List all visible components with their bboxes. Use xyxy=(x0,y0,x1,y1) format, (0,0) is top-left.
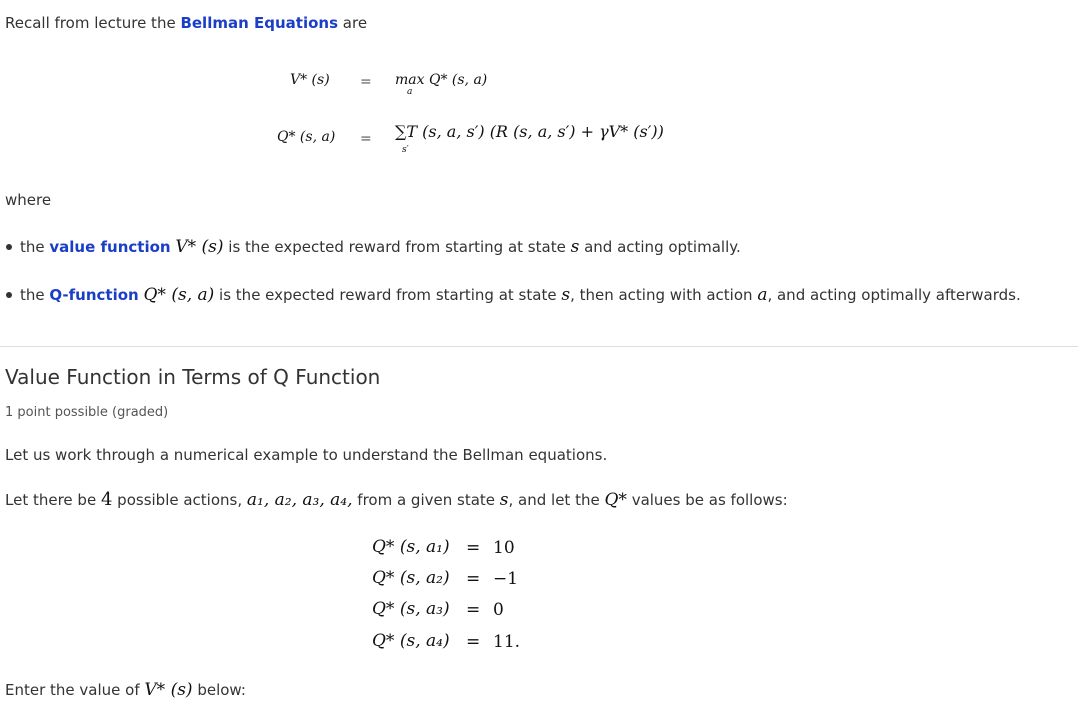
eq1-equals: = xyxy=(360,74,372,90)
para2-text: , and let the xyxy=(508,491,605,509)
q-value-rhs: 11. xyxy=(493,632,521,652)
bullet-q-function xyxy=(20,285,1021,305)
bullet-text: the xyxy=(20,238,50,256)
bullet-dot xyxy=(6,292,12,298)
para2-actions: a₁, a₂, a₃, a₄, xyxy=(246,490,353,510)
intro-line xyxy=(5,14,367,32)
intro-text: Recall from lecture the xyxy=(5,14,181,32)
intro-text-end: are xyxy=(338,14,368,32)
bullet-text: the xyxy=(20,286,50,304)
problem-title: Value Function in Terms of Q Function xyxy=(5,365,381,389)
eq2-equals: = xyxy=(360,131,372,147)
para2-text: possible actions, xyxy=(112,491,247,509)
bullet-var: a xyxy=(757,285,768,305)
q-value-rhs: 10 xyxy=(493,538,515,558)
q-value-lhs: Q* (s, a₄) xyxy=(372,631,450,651)
para2-text: Let there be xyxy=(5,491,101,509)
para2-num: 4 xyxy=(100,489,113,510)
para2-q: Q* xyxy=(604,490,627,510)
bullet-dot xyxy=(6,244,12,250)
bullet-math: Q* (s, a) xyxy=(143,285,215,305)
answer-prompt xyxy=(5,680,246,700)
q-value-lhs: Q* (s, a₁) xyxy=(372,537,450,557)
q-value-lhs: Q* (s, a₂) xyxy=(372,568,450,588)
para2-var: s xyxy=(499,490,509,510)
section-divider xyxy=(0,346,1078,347)
q-value-rhs: 0 xyxy=(493,600,504,620)
eq1-rhs: max Q* (s, a) xyxy=(395,72,488,88)
problem-para2 xyxy=(5,489,788,510)
value-function-link[interactable]: value function xyxy=(49,238,171,256)
bullet-text: , and acting optimally afterwards. xyxy=(767,286,1021,304)
bullet-math: V* (s) xyxy=(175,237,224,257)
eq2-lhs: Q* (s, a) xyxy=(277,129,336,145)
q-value-equals: = xyxy=(466,632,481,652)
bellman-equations-link[interactable]: Bellman Equations xyxy=(180,14,339,32)
prompt-math: V* (s) xyxy=(144,680,193,700)
eq2-rhs: ∑T (s, a, s′) (R (s, a, s′) + γV* (s′)) xyxy=(395,122,664,141)
q-value-equals: = xyxy=(466,538,481,558)
q-value-lhs: Q* (s, a₃) xyxy=(372,599,450,619)
bullet-text: is the expected reward from starting at state xyxy=(214,286,562,304)
prompt-text: Enter the value of xyxy=(5,681,145,699)
q-function-link[interactable]: Q-function xyxy=(49,286,139,304)
bullet-value-function xyxy=(20,237,741,257)
q-value-rhs: −1 xyxy=(493,569,519,589)
problem-points: 1 point possible (graded) xyxy=(5,405,169,420)
where-label: where xyxy=(5,191,52,209)
eq1-lhs: V* (s) xyxy=(290,72,330,88)
q-value-equals: = xyxy=(466,600,481,620)
bullet-var: s xyxy=(561,285,571,305)
prompt-text: below: xyxy=(192,681,246,699)
bullet-text: is the expected reward from starting at state xyxy=(223,238,571,256)
bullet-var: s xyxy=(570,237,580,257)
problem-para1: Let us work through a numerical example to understand the Bellman equations. xyxy=(5,446,608,464)
para2-text: values be as follows: xyxy=(626,491,788,509)
bullet-text: , then acting with action xyxy=(570,286,758,304)
eq2-sub: s′ xyxy=(402,145,409,155)
eq1-sub: a xyxy=(407,87,413,97)
para2-text: from a given state xyxy=(352,491,500,509)
q-value-equals: = xyxy=(466,569,481,589)
bullet-text: and acting optimally. xyxy=(579,238,741,256)
